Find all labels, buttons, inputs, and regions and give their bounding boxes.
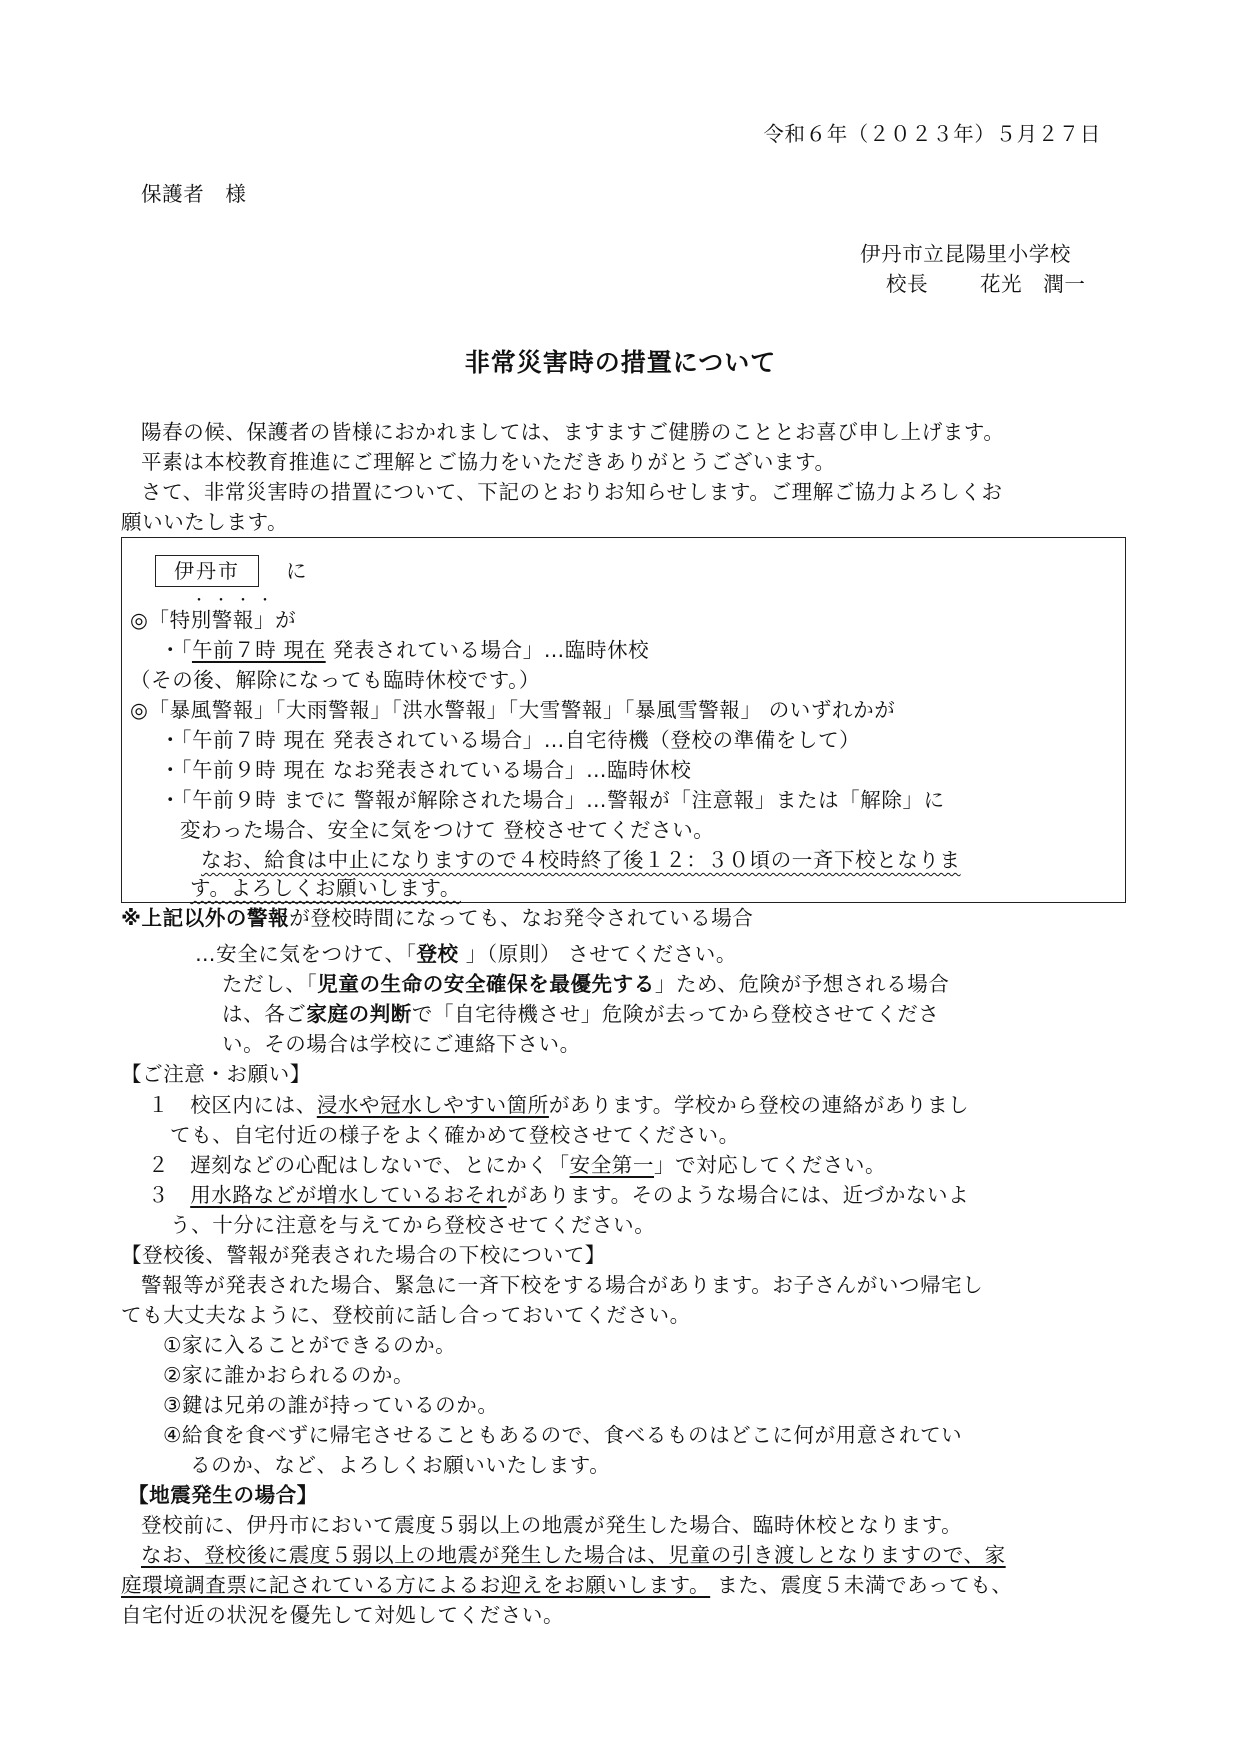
- special-warning-heading: ◎「特別警報」が: [130, 608, 297, 632]
- caution-item-1-cont: ても、自宅付近の様子をよく確かめて登校させてください。: [170, 1123, 740, 1147]
- caution-item-2: ２ 遅刻などの心配はしないで、とにかく「安全第一」で対応してください。: [148, 1153, 887, 1177]
- other-warnings-heading: ※上記以外の警報が登校時間になっても、なお発令されている場合: [121, 906, 754, 930]
- page-title: 非常災害時の措置について: [464, 348, 777, 377]
- checklist-item-4: ④給食を食べずに帰宅させることもあるので、食べるものはどこに何が用意されてい: [163, 1423, 963, 1447]
- lunch-note-cont: す。よろしくお願いします。: [190, 876, 462, 900]
- warnings-heading: ◎「暴風警報」「大雨警報」「洪水警報」「大雪警報」「暴風雪警報」 のいずれかが: [130, 698, 896, 722]
- caution-item-1: １ 校区内には、浸水や冠水しやすい箇所があります。学校から登校の連絡がありまし: [148, 1093, 970, 1117]
- after-heading: 【登校後、警報が発表された場合の下校について】: [121, 1243, 606, 1267]
- other-line-2: ただし、「児童の生命の安全確保を最優先する」ため、危険が予想される場合: [222, 972, 950, 996]
- intro-line-4: 願いいたします。: [121, 510, 289, 534]
- principal-title: 校長: [886, 272, 929, 296]
- city-ni: に: [286, 559, 308, 583]
- quake-line-3: 庭環境調査票に記されている方によるお迎えをお願いします。 また、震度５未満であっても、: [121, 1573, 1013, 1597]
- warning-item-2: ・「午前９時 現在 なお発表されている場合」…臨時休校: [160, 758, 692, 782]
- checklist-item-1: ①家に入ることができるのか。: [163, 1333, 457, 1357]
- intro-line-3: さて、非常災害時の措置について、下記のとおりお知らせします。ご理解ご協力よろしくお: [141, 480, 1003, 504]
- quake-line-2: なお、登校後に震度５弱以上の地震が発生した場合は、児童の引き渡しとなりますので、家: [141, 1543, 1006, 1567]
- caution-item-3-cont: う、十分に注意を与えてから登校させてください。: [170, 1213, 656, 1237]
- after-line-1: 警報等が発表された場合、緊急に一斉下校をする場合があります。お子さんがいつ帰宅し: [141, 1273, 984, 1297]
- checklist-item-3: ③鍵は兄弟の誰が持っているのか。: [163, 1393, 499, 1417]
- warning-item-1: ・「午前７時 現在 発表されている場合」…自宅待機（登校の準備をして）: [160, 728, 861, 752]
- warning-item-3: ・「午前９時 までに 警報が解除された場合」…警報が「注意報」または「解除」に: [160, 788, 945, 812]
- emphasis-dot: ・: [236, 593, 250, 609]
- city-tag: 伊丹市: [155, 555, 259, 587]
- special-warning-note: （その後、解除になっても臨時休校です。）: [130, 668, 541, 692]
- other-line-1: …安全に気をつけて、「登校 」（原則） させてください。: [195, 942, 737, 966]
- document-date: 令和６年（２０２３年）５月２７日: [763, 122, 1101, 146]
- recipient: 保護者 様: [141, 182, 247, 206]
- quake-heading: 【地震発生の場合】: [128, 1483, 318, 1507]
- quake-line-1: 登校前に、伊丹市において震度５弱以上の地震が発生した場合、臨時休校となります。: [141, 1513, 963, 1537]
- emphasis-dot: ・: [192, 593, 206, 609]
- checklist-item-2: ②家に誰かおられるのか。: [163, 1363, 415, 1387]
- caution-heading: 【ご注意・お願い】: [121, 1062, 311, 1086]
- intro-line-1: 陽春の候、保護者の皆様におかれましては、ますますご健勝のこととお喜び申し上げます。: [141, 420, 1005, 444]
- emphasis-dot: ・: [258, 593, 272, 609]
- emphasis-dot: ・: [214, 593, 228, 609]
- intro-line-2: 平素は本校教育推進にご理解とご協力をいただきありがとうございます。: [141, 450, 836, 474]
- school-name: 伊丹市立昆陽里小学校: [860, 242, 1071, 266]
- warning-item-3-cont: 変わった場合、安全に気をつけて 登校させてください。: [180, 818, 715, 842]
- other-line-4: い。その場合は学校にご連絡下さい。: [222, 1032, 581, 1056]
- quake-line-4: 自宅付近の状況を優先して対処してください。: [121, 1603, 565, 1627]
- after-line-2: ても大丈夫なように、登校前に話し合っておいてください。: [121, 1303, 691, 1327]
- principal-name: 花光 潤一: [980, 272, 1086, 296]
- caution-item-3: ３ 用水路などが増水しているおそれがあります。そのような場合には、近づかないよ: [148, 1183, 970, 1207]
- special-warning-item: ・「午前７時 現在 発表されている場合」…臨時休校: [160, 638, 650, 662]
- lunch-note: なお、給食は中止になりますので４校時終了後１２：３０頃の一斉下校となりま: [201, 848, 961, 872]
- other-line-3: は、各ご家庭の判断で「自宅待機させ」危険が去ってから登校させてくださ: [222, 1002, 940, 1026]
- checklist-item-4-cont: るのか、など、よろしくお願いいたします。: [190, 1453, 611, 1477]
